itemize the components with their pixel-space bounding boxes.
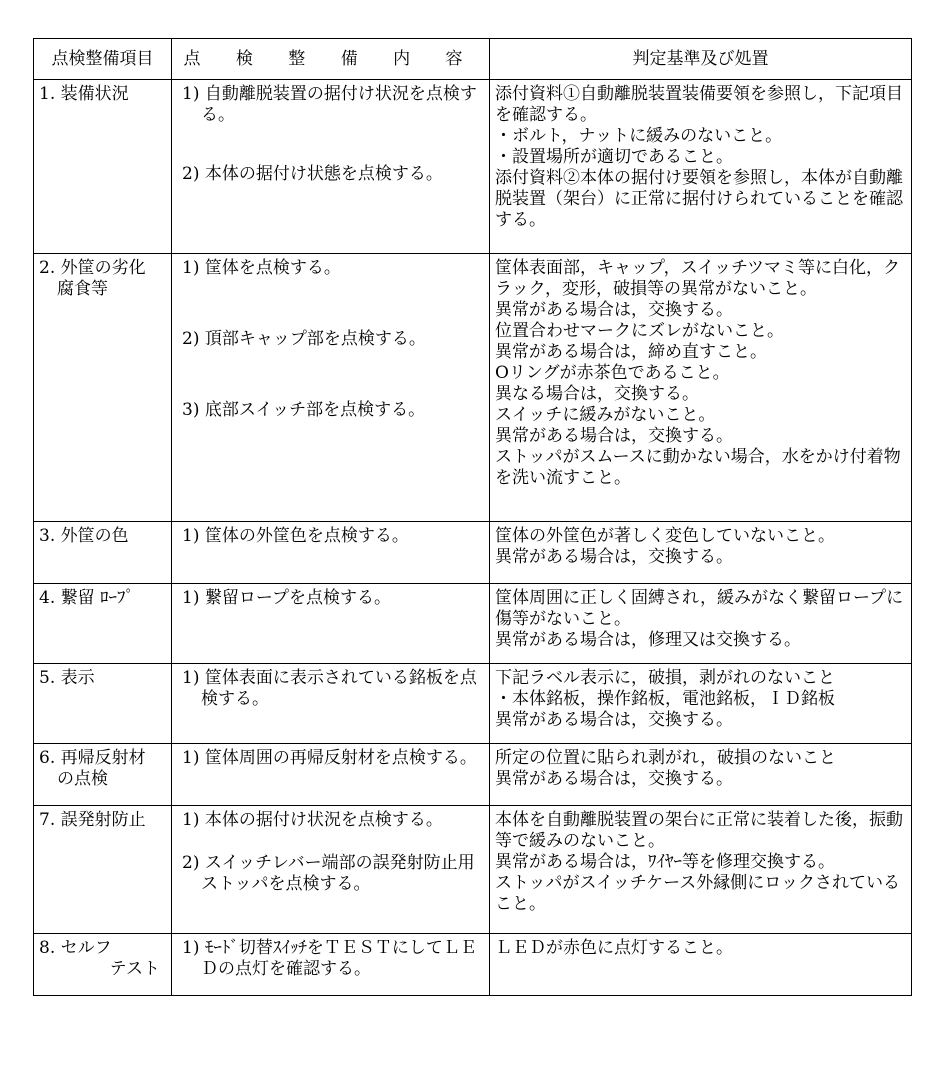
- category-label: テスト: [109, 959, 160, 979]
- header-item: 点検整備項目: [34, 39, 172, 80]
- criteria-line: 異常がある場合は，修理又は交換する。: [495, 630, 801, 650]
- table-row: [34, 254, 912, 522]
- table-row: [34, 80, 912, 254]
- inspection-table: [33, 38, 912, 996]
- criteria-cell: [490, 744, 912, 806]
- criteria-line: ・設置場所が適切であること。: [495, 147, 733, 167]
- criteria-cell: [490, 80, 912, 254]
- inspection-item: 1) 筐体表面に表示されている銘板を点検する。: [182, 668, 477, 709]
- criteria-line: 下記ラベル表示に，破損，剥がれのないこと: [495, 668, 835, 688]
- category-cell: [34, 254, 172, 522]
- criteria-line: ・ボルト，ナットに緩みのないこと。: [495, 126, 783, 146]
- category-cell: [34, 522, 172, 584]
- table-row: [34, 522, 912, 584]
- criteria-line: 異なる場合は，交換する。: [495, 384, 699, 404]
- content-cell: [172, 522, 490, 584]
- table-row: [34, 744, 912, 806]
- category-label: 1. 装備状況: [39, 84, 129, 104]
- category-cell: [34, 744, 172, 806]
- header-content: 点 検 整 備 内 容: [172, 39, 490, 80]
- criteria-line: 位置合わせマークにズレがないこと。: [495, 321, 784, 341]
- content-cell: [172, 254, 490, 522]
- criteria-cell: [490, 806, 912, 934]
- criteria-line: 異常がある場合は，締め直すこと。: [495, 342, 767, 362]
- inspection-item: 1) 本体の据付け状況を点検する。: [182, 810, 443, 830]
- criteria-line: ストッパがスイッチケース外縁側にロックされていること。: [495, 873, 900, 914]
- category-label: 腐食等: [57, 279, 108, 299]
- inspection-item: 1) 筐体周囲の再帰反射材を点検する。: [182, 748, 477, 768]
- content-cell: [172, 584, 490, 664]
- table-row: [34, 806, 912, 934]
- category-label: 2. 外筐の劣化: [39, 258, 146, 278]
- criteria-cell: [490, 664, 912, 744]
- criteria-line: 異常がある場合は，交換する。: [495, 426, 733, 446]
- criteria-line: 筐体の外筐色が著しく変色していないこと。: [495, 526, 835, 546]
- criteria-line: 筐体表面部，キャップ，スイッチツマミ等に白化，クラック，変形，破損等の異常がないこと。: [495, 258, 900, 299]
- criteria-line: 添付資料②本体の据付け要領を参照し，本体が自動離脱装置（架台）に正常に据付けられていることを確認する。: [495, 168, 903, 230]
- criteria-line: 筐体周囲に正しく固縛され，緩みがなく繋留ロープに傷等がないこと。: [495, 588, 904, 629]
- content-cell: [172, 80, 490, 254]
- category-cell: [34, 806, 172, 934]
- category-cell: [34, 584, 172, 664]
- category-cell: [34, 934, 172, 996]
- inspection-item: 2) スイッチレバー端部の誤発射防止用ストッパを点検する。: [182, 853, 475, 894]
- category-label: 6. 再帰反射材: [39, 748, 146, 768]
- criteria-cell: [490, 254, 912, 522]
- criteria-cell: [490, 584, 912, 664]
- criteria-line: ストッパがスムースに動かない場合，水をかけ付着物を洗い流すこと。: [495, 447, 901, 488]
- category-cell: [34, 664, 172, 744]
- inspection-item: 2) 本体の据付け状態を点検する。: [182, 164, 443, 184]
- inspection-item: 3) 底部スイッチ部を点検する。: [182, 400, 426, 420]
- inspection-item: 1) 筐体を点検する。: [182, 258, 341, 278]
- criteria-line: ・本体銘板，操作銘板，電池銘板，ＩＤ銘板: [495, 689, 835, 709]
- criteria-line: Oリングが赤茶色であること。: [495, 363, 730, 383]
- criteria-line: 所定の位置に貼られ剥がれ，破損のないこと: [495, 748, 837, 768]
- criteria-line: 本体を自動離脱装置の架台に正常に装着した後，振動等で緩みのないこと。: [495, 810, 903, 851]
- content-cell: [172, 744, 490, 806]
- criteria-line: 異常がある場合は，交換する。: [495, 547, 733, 567]
- category-label: 8. セルフ: [39, 938, 112, 958]
- table-row: [34, 664, 912, 744]
- content-cell: [172, 664, 490, 744]
- category-cell: [34, 80, 172, 254]
- table-row: [34, 584, 912, 664]
- category-label: の点検: [57, 769, 108, 789]
- inspection-item: 1) 繋留ロープを点検する。: [182, 588, 392, 608]
- category-label: 5. 表示: [39, 668, 95, 688]
- criteria-line: 異常がある場合は，交換する。: [495, 710, 733, 730]
- category-label: 3. 外筐の色: [39, 526, 129, 546]
- category-label: 7. 誤発射防止: [39, 810, 146, 830]
- criteria-line: スイッチに緩みがないこと。: [495, 405, 716, 425]
- inspection-item: 2) 頂部キャップ部を点検する。: [182, 329, 426, 349]
- inspection-item: 1) ﾓｰﾄﾞ切替ｽｲｯﾁをＴＥＳＴにしてＬＥＤの点灯を確認する。: [182, 938, 477, 979]
- content-cell: [172, 806, 490, 934]
- header-row: [34, 39, 912, 80]
- header-criteria: 判定基準及び処置: [490, 39, 912, 80]
- inspection-item: 1) 自動離脱装置の据付け状況を点検する。: [182, 84, 477, 125]
- criteria-cell: [490, 522, 912, 584]
- content-cell: [172, 934, 490, 996]
- category-label: 4. 繋留 ﾛｰﾌﾟ: [39, 588, 135, 608]
- table-row: [34, 934, 912, 996]
- criteria-line: 添付資料①自動離脱装置装備要領を参照し，下記項目を確認する。: [495, 84, 903, 125]
- criteria-line: 異常がある場合は，交換する。: [495, 300, 733, 320]
- criteria-line: 異常がある場合は，ﾜｲﾔｰ等を修理交換する。: [495, 852, 835, 872]
- criteria-line: 異常がある場合は，交換する。: [495, 769, 733, 789]
- inspection-item: 1) 筐体の外筐色を点検する。: [182, 526, 409, 546]
- criteria-line: ＬＥＤが赤色に点灯すること。: [495, 938, 733, 958]
- criteria-cell: [490, 934, 912, 996]
